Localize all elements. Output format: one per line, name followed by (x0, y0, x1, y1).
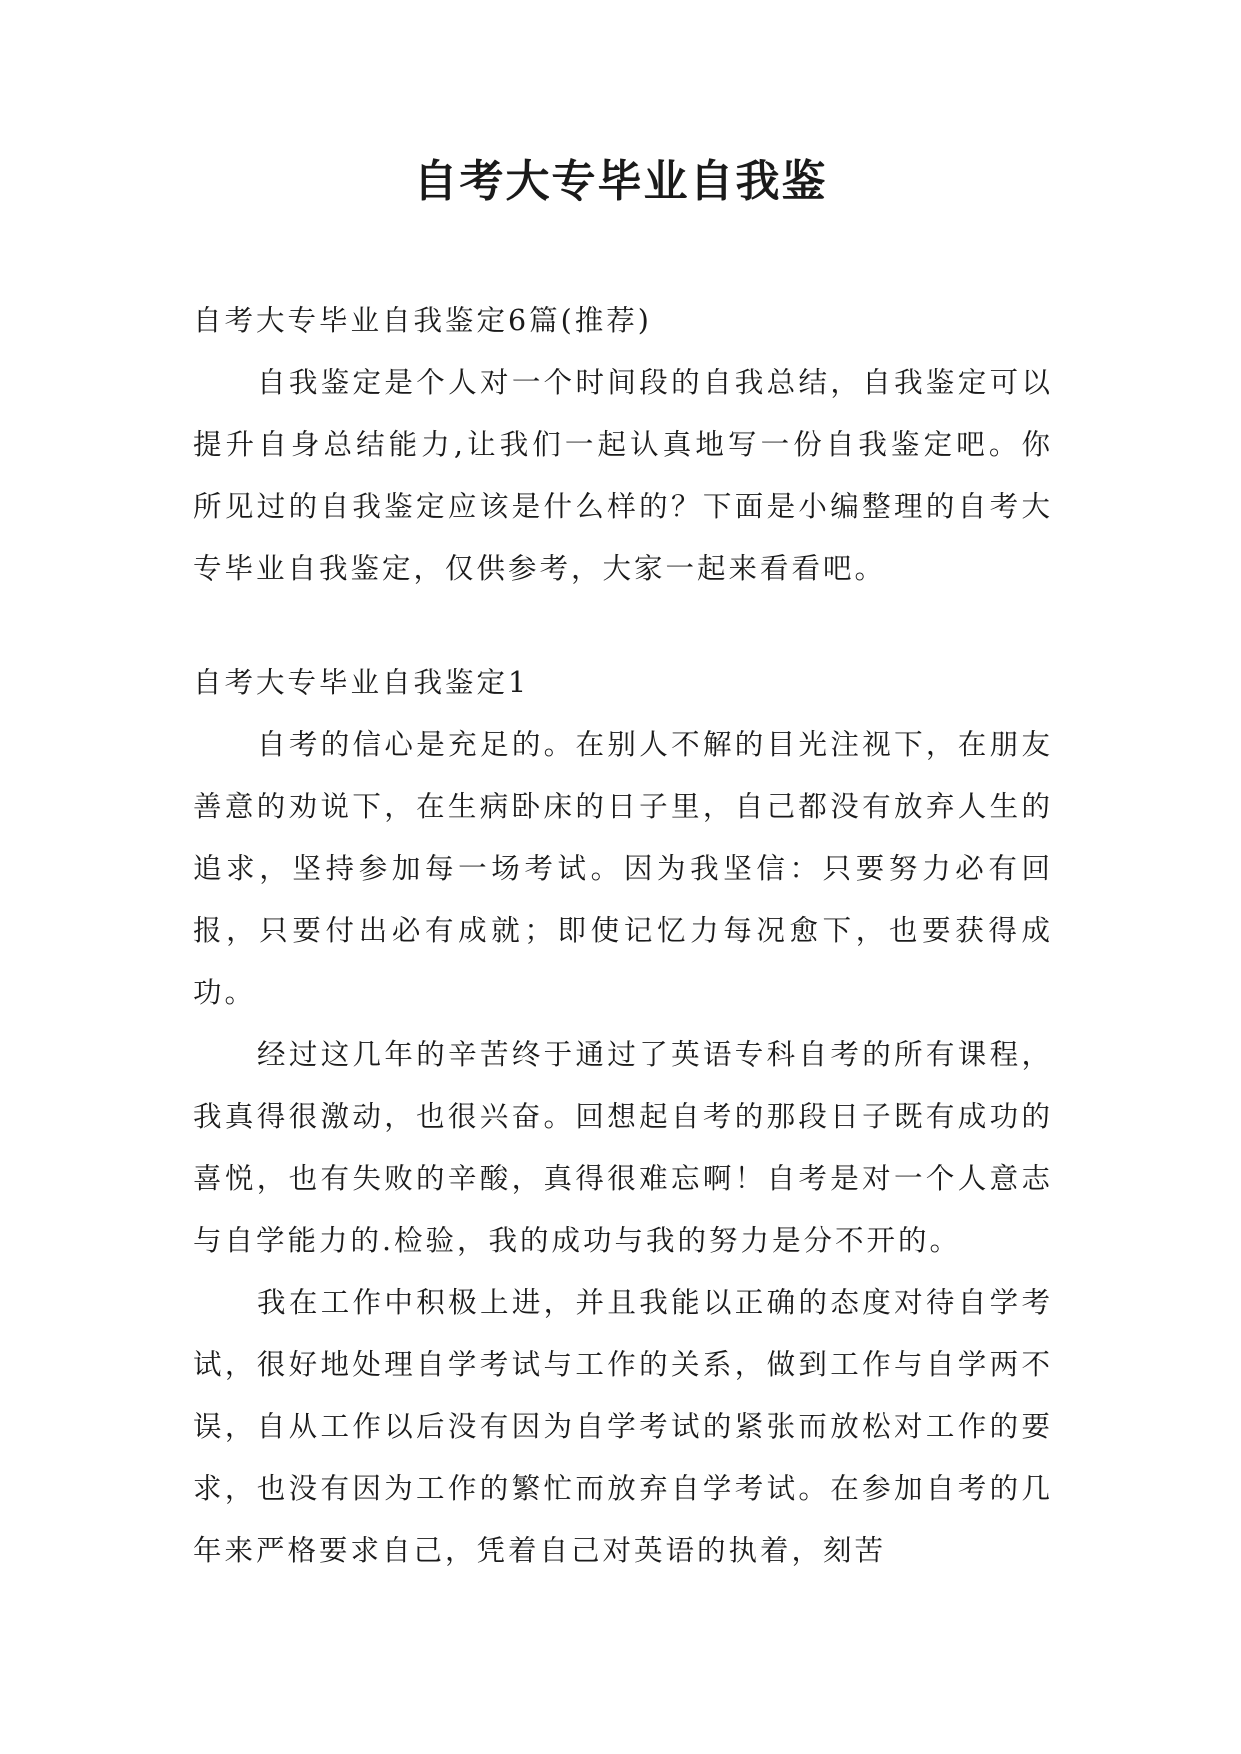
section1-paragraph-2: 经过这几年的辛苦终于通过了英语专科自考的所有课程，我真得很激动，也很兴奋。回想起自考的那段日子既有成功的喜悦，也有失败的辛酸，真得很难忘啊！自考是对一个人意志与自学能力的.检验，我的成功与我的努力是分不开的。 (193, 1038, 1053, 1257)
document-body (193, 290, 1053, 1582)
intro-heading: 自考大专毕业自我鉴定6篇(推荐) (193, 304, 652, 337)
section1-heading: 自考大专毕业自我鉴定1 (193, 666, 530, 699)
section-spacer (193, 600, 1053, 652)
document-title: 自考大专毕业自我鉴 (413, 156, 828, 207)
section1-paragraph-1: 自考的信心是充足的。在别人不解的目光注视下，在朋友善意的劝说下，在生病卧床的日子里，自己都没有放弃人生的追求，坚持参加每一场考试。因为我坚信：只要努力必有回报，只要付出必有成就；即使记忆力每况愈下，也要获得成功。 (193, 728, 1053, 1009)
section1-paragraph-3: 我在工作中积极上进，并且我能以正确的态度对待自学考试，很好地处理自学考试与工作的关系，做到工作与自学两不误，自从工作以后没有因为自学考试的紧张而放松对工作的要求，也没有因为工作的繁忙而放弃自学考试。在参加自考的几年来严格要求自己，凭着自己对英语的执着，刻苦 (193, 1286, 1053, 1567)
intro-paragraph: 自我鉴定是个人对一个时间段的自我总结，自我鉴定可以提升自身总结能力,让我们一起认真地写一份自我鉴定吧。你所见过的自我鉴定应该是什么样的？下面是小编整理的自考大专毕业自我鉴定，仅供参考，大家一起来看看吧。 (193, 366, 1053, 585)
